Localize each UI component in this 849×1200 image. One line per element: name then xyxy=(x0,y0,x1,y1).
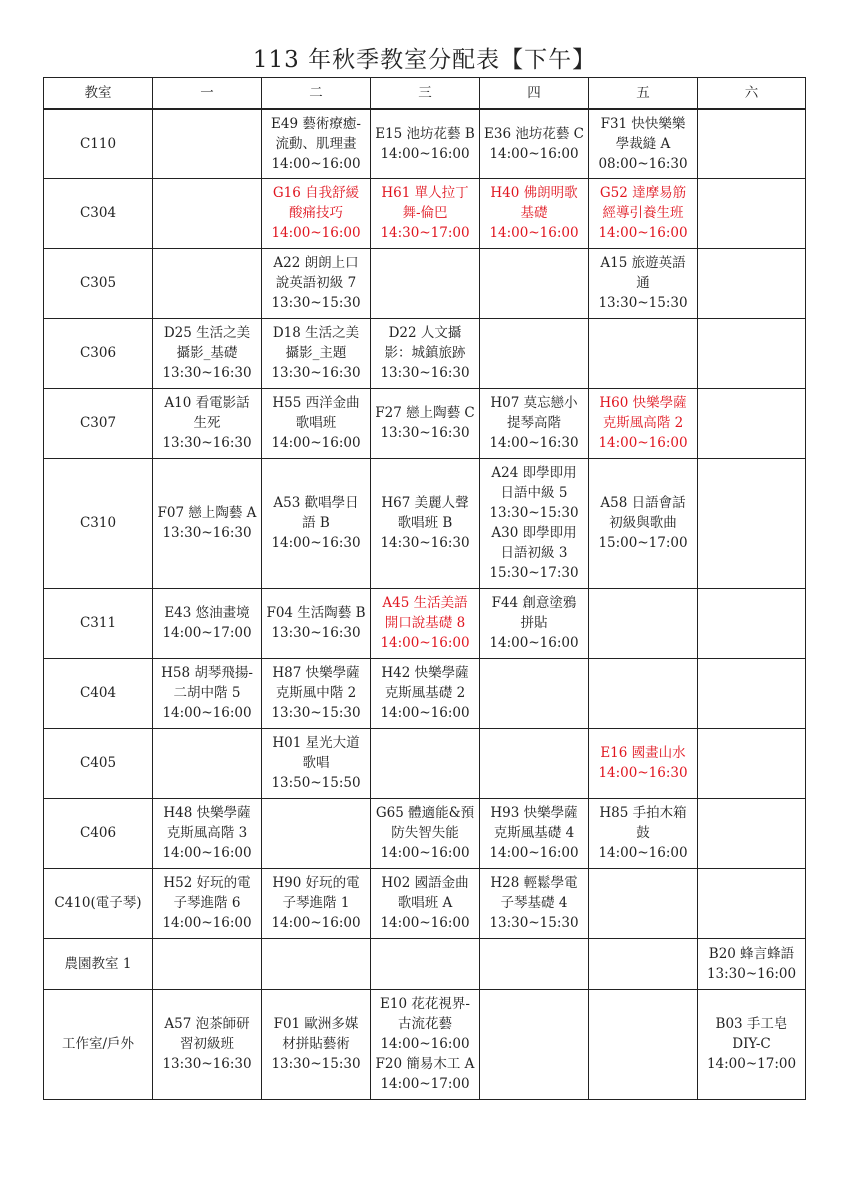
course-line: H93 快樂學薩 xyxy=(490,805,578,821)
table-row xyxy=(44,248,806,318)
course-line: 13:30~16:30 xyxy=(271,625,361,641)
course-line: 14:00~17:00 xyxy=(162,625,252,641)
course-line: 說英語初級 7 xyxy=(275,275,357,291)
course-line: A15 旅遊英語 xyxy=(600,255,686,271)
schedule-cell xyxy=(698,109,806,178)
schedule-cell xyxy=(698,938,806,989)
schedule-cell xyxy=(262,938,371,989)
course-line: 13:30~16:30 xyxy=(380,425,470,441)
schedule-cell xyxy=(480,458,589,588)
course-line: 14:00~16:00 xyxy=(271,225,361,241)
course-line: F04 生活陶藝 B xyxy=(266,605,366,621)
schedule-cell xyxy=(698,658,806,728)
course-line: A57 泡茶師研 xyxy=(164,1016,250,1032)
course-line: 14:00~16:00 xyxy=(489,225,579,241)
header-day-6: 六 xyxy=(698,78,806,110)
course-line: A53 歡唱學日 xyxy=(273,495,359,511)
course-line: F31 快快樂樂 xyxy=(600,115,686,132)
course-line: 14:00~16:30 xyxy=(489,435,579,451)
course-line: 13:30~15:30 xyxy=(489,915,579,931)
course-line: 14:00~17:00 xyxy=(380,1076,470,1092)
course-line: 14:00~16:00 xyxy=(380,145,470,162)
course-line: 14:00~16:00 xyxy=(489,845,579,861)
course-line: A24 即學即用 xyxy=(491,465,577,481)
schedule-cell xyxy=(589,989,698,1099)
schedule-cell xyxy=(371,658,480,728)
schedule-cell xyxy=(262,798,371,868)
course-line: H42 快樂學薩 xyxy=(381,665,469,681)
schedule-cell xyxy=(698,588,806,658)
table-row xyxy=(44,318,806,388)
table-row xyxy=(44,728,806,798)
course-line: 攝影_基礎 xyxy=(176,345,238,361)
course-line: 語 B xyxy=(302,515,330,531)
schedule-cell xyxy=(371,938,480,989)
schedule-cell xyxy=(371,388,480,458)
course-line: B03 手工皂 xyxy=(715,1016,788,1032)
schedule-cell xyxy=(153,868,262,938)
header-room: 教室 xyxy=(44,78,153,110)
schedule-cell xyxy=(480,798,589,868)
schedule-cell xyxy=(589,658,698,728)
course-line: F27 戀上陶藝 C xyxy=(375,405,475,421)
course-line: H61 單人拉丁 xyxy=(381,185,469,201)
schedule-cell xyxy=(698,388,806,458)
course-line: H48 快樂學薩 xyxy=(163,805,251,821)
course-line: 克斯風高階 2 xyxy=(602,415,684,431)
schedule-cell xyxy=(262,458,371,588)
table-row xyxy=(44,658,806,728)
schedule-cell xyxy=(262,178,371,248)
course-line: 14:30~17:00 xyxy=(380,225,470,241)
course-line: 子琴進階 1 xyxy=(282,895,350,911)
schedule-cell xyxy=(698,989,806,1099)
course-line: H67 美麗人聲 xyxy=(381,495,469,511)
course-line: 14:00~16:00 xyxy=(271,915,361,931)
course-line: 14:00~16:00 xyxy=(598,225,688,241)
course-line: 歌唱班 A xyxy=(397,895,453,911)
schedule-cell xyxy=(589,248,698,318)
schedule-cell xyxy=(153,938,262,989)
schedule-cell xyxy=(480,178,589,248)
course-line: E49 藝術療癒- xyxy=(271,115,361,132)
schedule-cell xyxy=(698,248,806,318)
course-line: E36 池坊花藝 C xyxy=(484,125,584,142)
table-row xyxy=(44,989,806,1099)
course-line: 13:30~15:30 xyxy=(271,1056,361,1072)
course-line: 歌唱班 B xyxy=(397,515,453,531)
schedule-cell xyxy=(371,248,480,318)
course-line: 基礎 xyxy=(520,205,548,221)
course-line: H60 快樂學薩 xyxy=(599,395,687,411)
course-line: 克斯風基礎 4 xyxy=(493,825,575,841)
schedule-cell xyxy=(698,178,806,248)
table-row xyxy=(44,938,806,989)
course-line: H40 佛朗明歌 xyxy=(490,185,578,201)
schedule-cell xyxy=(371,178,480,248)
schedule-cell xyxy=(371,458,480,588)
course-line: 13:50~15:50 xyxy=(271,775,361,791)
room-cell: C110 xyxy=(44,109,153,178)
course-line: 流動、肌理畫 xyxy=(275,135,357,152)
schedule-cell xyxy=(589,318,698,388)
course-line: 13:30~16:30 xyxy=(162,365,252,381)
schedule-cell xyxy=(589,458,698,588)
schedule-cell xyxy=(371,989,480,1099)
schedule-cell xyxy=(480,728,589,798)
course-line: 生死 xyxy=(193,415,221,431)
schedule-cell xyxy=(589,109,698,178)
schedule-cell xyxy=(589,388,698,458)
course-line: H87 快樂學薩 xyxy=(272,665,360,681)
header-day-2: 二 xyxy=(262,78,371,110)
course-line: 攝影_主題 xyxy=(285,345,347,361)
schedule-cell xyxy=(153,178,262,248)
table-row xyxy=(44,798,806,868)
course-line: D25 生活之美 xyxy=(163,325,251,341)
course-line: 初級與歌曲 xyxy=(609,515,677,531)
course-line: 13:30~15:30 xyxy=(489,505,579,521)
course-line: D22 人文攝 xyxy=(388,325,462,341)
course-line: H02 國語金曲 xyxy=(381,875,469,891)
room-cell: 農園教室 1 xyxy=(44,938,153,989)
course-line: 14:00~16:00 xyxy=(380,705,470,721)
schedule-cell xyxy=(262,868,371,938)
course-line: A58 日語會話 xyxy=(600,495,686,511)
course-line: 14:00~16:00 xyxy=(489,635,579,651)
schedule-cell xyxy=(153,109,262,178)
schedule-cell xyxy=(153,588,262,658)
table-row xyxy=(44,178,806,248)
course-line: 克斯風中階 2 xyxy=(275,685,357,701)
header-day-3: 三 xyxy=(371,78,480,110)
course-line: 15:00~17:00 xyxy=(598,535,688,551)
course-line: 14:00~16:00 xyxy=(489,145,579,162)
schedule-cell xyxy=(698,728,806,798)
course-line: 日語初級 3 xyxy=(500,545,568,561)
room-cell: C311 xyxy=(44,588,153,658)
schedule-cell xyxy=(480,989,589,1099)
schedule-cell xyxy=(589,798,698,868)
schedule-cell xyxy=(480,658,589,728)
schedule-cell xyxy=(262,318,371,388)
course-line: 14:00~16:30 xyxy=(271,535,361,551)
course-line: E15 池坊花藝 B xyxy=(375,125,475,142)
course-line: 13:30~16:30 xyxy=(162,525,252,541)
schedule-cell xyxy=(262,728,371,798)
header-day-5: 五 xyxy=(589,78,698,110)
course-line: 舞-倫巴 xyxy=(402,205,448,221)
room-cell: C304 xyxy=(44,178,153,248)
course-line: 15:30~17:30 xyxy=(489,565,579,581)
schedule-cell xyxy=(153,989,262,1099)
page-title: 113 年秋季教室分配表【下午】 xyxy=(252,47,597,73)
schedule-cell xyxy=(262,989,371,1099)
course-line: F07 戀上陶藝 A xyxy=(157,505,257,521)
course-line: A10 看電影話 xyxy=(164,395,250,411)
course-line: 二胡中階 5 xyxy=(173,685,241,701)
course-line: 14:00~16:00 xyxy=(380,845,470,861)
course-line: 13:30~16:30 xyxy=(162,1056,252,1072)
course-line: D18 生活之美 xyxy=(272,325,360,341)
schedule-cell xyxy=(262,248,371,318)
course-line: 開口說基礎 8 xyxy=(384,615,466,631)
course-line: 13:30~15:30 xyxy=(271,295,361,311)
course-line: 子琴基礎 4 xyxy=(500,895,568,911)
course-line: G65 體適能&預 xyxy=(375,805,475,821)
room-cell: C305 xyxy=(44,248,153,318)
course-line: 歌唱 xyxy=(302,755,330,771)
course-line: 歌唱班 xyxy=(295,415,337,431)
course-line: 14:00~16:00 xyxy=(162,845,252,861)
course-line: F20 簡易木工 A xyxy=(375,1056,475,1072)
schedule-cell xyxy=(698,798,806,868)
course-line: E43 悠油畫境 xyxy=(164,605,250,621)
schedule-cell xyxy=(480,868,589,938)
schedule-cell xyxy=(153,248,262,318)
room-cell: C405 xyxy=(44,728,153,798)
course-line: 08:00~16:30 xyxy=(598,155,688,172)
room-cell: C406 xyxy=(44,798,153,868)
course-line: H90 好玩的電 xyxy=(272,875,360,891)
schedule-cell xyxy=(153,798,262,868)
course-line: H85 手拍木箱 xyxy=(599,805,687,821)
course-line: 13:30~15:30 xyxy=(598,295,688,311)
schedule-body xyxy=(44,109,806,1099)
course-line: E16 國畫山水 xyxy=(600,745,686,761)
header-day-4: 四 xyxy=(480,78,589,110)
room-cell: C310 xyxy=(44,458,153,588)
schedule-cell xyxy=(371,588,480,658)
schedule-cell xyxy=(698,868,806,938)
course-line: 古流花藝 xyxy=(398,1016,452,1032)
course-line: 13:30~16:30 xyxy=(380,365,470,381)
table-row xyxy=(44,458,806,588)
course-line: H52 好玩的電 xyxy=(163,875,251,891)
course-line: 習初級班 xyxy=(180,1036,234,1052)
course-line: 克斯風高階 3 xyxy=(166,825,248,841)
course-line: B20 蜂言蜂語 xyxy=(708,945,795,962)
schedule-cell xyxy=(698,318,806,388)
schedule-cell xyxy=(262,658,371,728)
course-line: 影：城鎮旅跡 xyxy=(384,345,466,361)
course-line: H01 星光大道 xyxy=(272,735,360,751)
course-line: 14:30~16:30 xyxy=(380,535,470,551)
schedule-cell xyxy=(371,318,480,388)
schedule-cell xyxy=(589,728,698,798)
course-line: E10 花花視界- xyxy=(380,996,470,1012)
course-line: F44 創意塗鴉 xyxy=(491,595,577,611)
course-line: DIY-C xyxy=(732,1036,771,1052)
schedule-cell xyxy=(371,109,480,178)
course-line: 14:00~16:00 xyxy=(380,635,470,651)
schedule-cell xyxy=(153,318,262,388)
schedule-cell xyxy=(480,318,589,388)
schedule-cell xyxy=(262,388,371,458)
course-line: H07 莫忘戀小 xyxy=(490,395,578,411)
course-line: H58 胡琴飛揚- xyxy=(161,665,253,681)
course-line: H55 西洋金曲 xyxy=(272,395,360,411)
course-line: 13:30~16:00 xyxy=(706,965,797,982)
schedule-cell xyxy=(371,728,480,798)
room-cell: C410(電子琴) xyxy=(44,868,153,938)
course-line: 13:30~15:30 xyxy=(271,705,361,721)
classroom-schedule-table xyxy=(43,77,806,1100)
course-line: 酸痛技巧 xyxy=(289,205,343,221)
schedule-cell xyxy=(153,658,262,728)
schedule-cell xyxy=(480,588,589,658)
schedule-cell xyxy=(153,458,262,588)
schedule-cell xyxy=(153,728,262,798)
schedule-cell xyxy=(371,798,480,868)
room-cell: C404 xyxy=(44,658,153,728)
course-line: A45 生活美語 xyxy=(382,595,468,611)
table-row xyxy=(44,868,806,938)
table-row xyxy=(44,588,806,658)
schedule-cell xyxy=(589,938,698,989)
course-line: 日語中級 5 xyxy=(500,485,568,501)
course-line: 防失智失能 xyxy=(391,825,459,841)
header-day-1: 一 xyxy=(153,78,262,110)
course-line: 拼貼 xyxy=(520,615,548,631)
course-line: 14:00~17:00 xyxy=(706,1056,797,1072)
course-line: 14:00~16:00 xyxy=(271,435,361,451)
table-row xyxy=(44,109,806,178)
course-line: G52 達摩易筋 xyxy=(599,185,687,201)
table-row xyxy=(44,388,806,458)
course-line: A22 朗朗上口 xyxy=(273,255,359,271)
room-cell: C306 xyxy=(44,318,153,388)
schedule-cell xyxy=(589,868,698,938)
course-line: 提琴高階 xyxy=(507,415,561,431)
course-line: 14:00~16:00 xyxy=(271,155,361,172)
schedule-cell xyxy=(153,388,262,458)
course-line: 13:30~16:30 xyxy=(162,435,252,451)
course-line: F01 歐洲多媒 xyxy=(273,1016,359,1032)
course-line: A30 即學即用 xyxy=(491,525,577,541)
room-cell: C307 xyxy=(44,388,153,458)
schedule-cell xyxy=(480,109,589,178)
course-line: 14:00~16:00 xyxy=(598,435,688,451)
course-line: 克斯風基礎 2 xyxy=(384,685,466,701)
table-header-row xyxy=(44,78,806,110)
schedule-cell xyxy=(371,868,480,938)
schedule-cell xyxy=(698,458,806,588)
course-line: 14:00~16:00 xyxy=(380,915,470,931)
course-line: 13:30~16:30 xyxy=(271,365,361,381)
course-line: 14:00~16:30 xyxy=(598,765,688,781)
course-line: 14:00~16:00 xyxy=(598,845,688,861)
course-line: H28 輕鬆學電 xyxy=(490,875,578,891)
schedule-cell xyxy=(262,109,371,178)
course-line: 經導引養生班 xyxy=(602,205,684,221)
schedule-cell xyxy=(262,588,371,658)
schedule-cell xyxy=(589,588,698,658)
schedule-cell xyxy=(480,938,589,989)
course-line: 子琴進階 6 xyxy=(173,895,241,911)
course-line: 通 xyxy=(636,275,650,291)
course-line: 14:00~16:00 xyxy=(380,1036,470,1052)
schedule-cell xyxy=(589,178,698,248)
course-line: 學裁縫 A xyxy=(615,135,671,152)
course-line: 鼓 xyxy=(636,825,650,841)
schedule-cell xyxy=(480,248,589,318)
course-line: 材拼貼藝術 xyxy=(282,1036,350,1052)
course-line: 14:00~16:00 xyxy=(162,705,252,721)
room-cell: 工作室/戶外 xyxy=(44,989,153,1099)
schedule-cell xyxy=(480,388,589,458)
course-line: G16 自我舒緩 xyxy=(272,185,360,201)
course-line: 14:00~16:00 xyxy=(162,915,252,931)
